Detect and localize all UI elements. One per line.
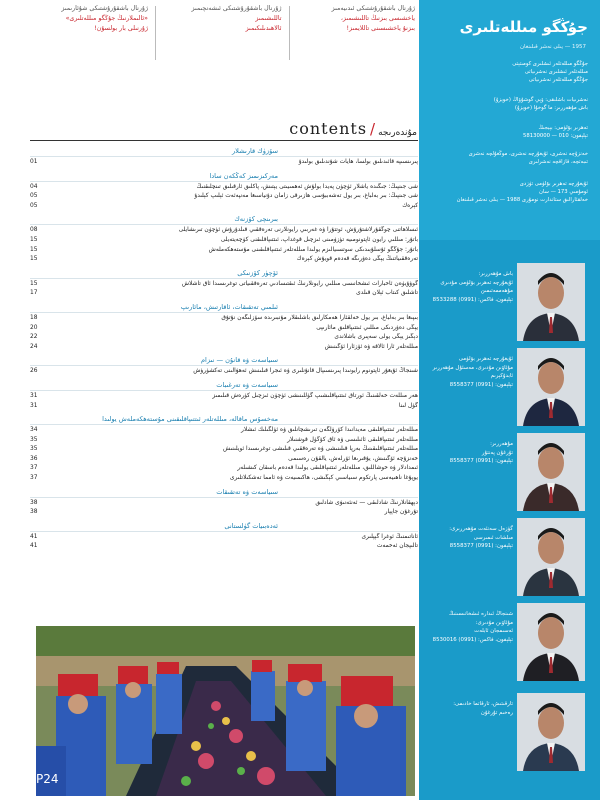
toc-section-title: سىياسەت ۋە تەتقىقات <box>30 487 418 498</box>
staff-phone: تېلېفون، فاكس: (0991) 8533288 <box>432 296 513 303</box>
toc-entry-title: باتۇر: جۇڭگو ئۇسلۇبىدىكى سوتسىيالىزم يولىدا مىللەتلەر ئىتتىپاقلىقىنى مۇستەھكەملەش <box>208 246 418 253</box>
publisher-block: جۇڭگو مىللەتلەر ئىشلىرى كومىتېتى مىللەتلەر ئىشلىرى نەشرىياتى جۇڭگو مىللەتلەر نەشرىياتى <box>512 61 588 84</box>
staff-portrait <box>517 518 585 596</box>
toc-entry[interactable] <box>30 324 418 334</box>
toc-entry-title: گوۋۇيۈەن ئاخبارات ئىشخانىسى مىللىي رايونلارنىڭ ئىقتىسادىي تەرەققىياتى توغرىسىدا ئاق تاشلاش <box>181 280 418 287</box>
staff-line: تۇرغۇن پەنتۇر <box>481 449 513 456</box>
toc-entry-title: مىللەتلەر ئىتتىپاقلىقى مەيدانىدا كۆرۈلگەن تىرىشچانلىق ۋە ئۈلگىلىك ئىشلار <box>241 427 418 434</box>
portrait-illustration <box>517 433 585 511</box>
editions-block: خەنزۇچە نەشرى، ئۇيغۇرچە نەشرى، موڭغۇلچە نەشرى تىبەتچە، قازاقچە نەشرلىرى <box>468 151 588 166</box>
toc-section <box>30 302 418 352</box>
toc-entry[interactable] <box>30 499 418 509</box>
toc-entry-title: گۈل لىنا <box>398 402 418 409</box>
toc-entry[interactable] <box>30 183 418 193</box>
toc-entry-page: 31 <box>30 402 38 409</box>
toc-entry-page: 37 <box>30 475 38 482</box>
portrait-illustration <box>517 603 585 681</box>
office-block: تەھرىر بۆلۈمى: بېيجىڭ تېلېفون: 010 — 58130000 <box>523 125 588 140</box>
toc-entry-page: 26 <box>30 368 38 375</box>
toc-entry[interactable] <box>30 289 418 299</box>
toc-section <box>30 521 418 552</box>
toc-section-title: سىياسەت ۋە قانۇن — نىزام <box>30 355 418 366</box>
toc-section-title: بىرىنچى كۆزنەك <box>30 214 418 225</box>
staff-line: تارقىتىش، تارقاتما خادىمى: <box>453 701 513 707</box>
toc-entry-title: كېرەك <box>402 202 418 209</box>
toc-entry-page: 36 <box>30 455 38 462</box>
toc-entry[interactable] <box>30 314 418 324</box>
toc-entry-title: ئىمدادلار ۋە خوشاللىق، مىللەتلەر ئىتتىپاقلىقى يولىدا قەدەم باسقان كىشىلەر <box>237 465 418 472</box>
toc-entry-title: دېھقانلارنىڭ شادلىقى — ئەنئەنىۋى شادلىق <box>315 499 418 506</box>
toc-entry[interactable] <box>30 343 418 353</box>
header-slogan-3: ژۇرنال باشقۇرۇشتىكى ئىدىيەمىز ياخشىسى بىزنىڭ تاللىشىمىز، بىزنۇ ياخشىسىنى تاللايمىز! <box>331 5 415 32</box>
toc-entry-title: بىپىغا بىر بەلباغ، بىر يول خەلقئارا ھەمكارلىق باشلىقلار مۇنبىرىدە سۆزلىگەن نۇتۇق <box>221 314 418 321</box>
toc-entry[interactable] <box>30 426 418 436</box>
masthead-panel <box>419 0 600 800</box>
toc-entry-title: شىنجاڭ ئۇيغۇر ئاپتونوم رايونىدا پىرىنسىپال قانۇنلىرى ۋە ئىجرا قىلىنىش ئەھۋالىنى تەكشۈرۈش <box>193 368 418 375</box>
staff-card <box>419 430 600 514</box>
portrait-illustration <box>517 263 585 341</box>
toc-entry-page: 15 <box>30 256 38 263</box>
toc-section-title: ئەدەبىيات گۈلستانى <box>30 521 418 532</box>
toc-entry[interactable] <box>30 445 418 455</box>
toc-section <box>30 355 418 377</box>
masthead-top <box>419 0 600 240</box>
staff-portrait <box>517 348 585 426</box>
toc-entry-title: شى جىنپىڭ: بىر بەلباغ، بىر يول تەشەببۇسى ھازىرقى زامان دۇنياسىغا مەنپەئەت ئېلىپ كېلىدۇ <box>194 193 418 200</box>
staff-line: باش مۇھەررىر: <box>478 271 513 277</box>
toc-entry-title: مىللەتلەر ئىتتىپاقلىقى ئائىلىسى ۋە ئاق كۆڭۈل قوشنىلار <box>287 436 418 443</box>
toc-section-title: سىياسەت ۋە تەرغىبات <box>30 380 418 391</box>
founded-line: 1957 — يىلى نەشر قىلىنغان <box>519 44 586 50</box>
contents-heading-ug: مۇندەرىجە <box>378 128 417 138</box>
staff-line: مۇھەممەتىمىن <box>480 288 513 295</box>
toc-section-title: مەركىزىمىز كەڭكەن سادا <box>30 171 418 182</box>
toc-entry-title: يوپۇغا ناھىيەسى پارتكوم سىياسىي كېڭىشى، ھاكىمىيەت ۋە ئامما تەشكىلاتلىرى <box>229 475 418 482</box>
staff-card-text <box>419 260 517 344</box>
toc-entry-page: 41 <box>30 533 38 540</box>
contents-slash: / <box>370 120 376 138</box>
toc-section <box>30 414 418 484</box>
toc-entry-page: 18 <box>30 314 38 321</box>
toc-entry-title: دېڭىز يېڭى يولى سەپىرى باشلاندى <box>334 334 418 341</box>
staff-line: گۈزەل سەنئەت مۇھەررىرى: <box>449 526 513 532</box>
toc-entry-title: ئاناتىمنىڭ ئوغرا گېپلىرى <box>361 533 418 540</box>
toc-entry[interactable] <box>30 226 418 236</box>
toc-section-title: مەخسۇس ماقالە، مىللەتلەر ئىتتىپاقلىقىنى مۇستەھكەملەش يولىدا <box>30 414 418 425</box>
toc-section <box>30 146 418 168</box>
page-number: P24 <box>36 772 59 786</box>
staff-card-text <box>419 515 517 599</box>
toc-entry-title: تەرەققىياتنىڭ يېڭى دەۋرىگە قەدەم قويۇش كېرەك <box>296 256 418 263</box>
staff-portrait <box>517 433 585 511</box>
toc-entry-page: 31 <box>30 392 38 399</box>
staff-phone: تېلېفون: (0991) 8558377 <box>449 543 513 550</box>
toc-entry-title: ئىسلاھاتنى چوڭقۇرلاشتۇرۇش، ئوتتۇرا ۋە غەربىي رايونلارنى تەرەققىي قىلدۇرۇش ئۈچۈن تىرىشايلى <box>178 227 418 234</box>
toc-entry[interactable] <box>30 255 418 265</box>
toc-entry-title: شى جىنپىڭ: جىگىدە ياشلار ئۈچۈن پەيدا بولۇش ئەھمىيىتى يېتىش، پاكلىق ئارقىلىق تىنچلىقنىڭ <box>196 183 418 190</box>
portrait-illustration <box>517 518 585 596</box>
toc-section-title: ئىلمىي تەتقىقات، ئاقارتىش، مائارىپ <box>30 302 418 313</box>
toc-entry[interactable] <box>30 236 418 246</box>
staff-portrait <box>517 263 585 341</box>
staff-card <box>419 600 600 684</box>
cover-photo-embroidery-women <box>36 626 415 796</box>
magazine-title: جۇڭگو مىللەتلىرى <box>459 18 588 36</box>
staff-card-text <box>419 430 517 514</box>
staff-card <box>419 515 600 599</box>
toc-entry-page: 35 <box>30 436 38 443</box>
staff-card <box>419 260 600 344</box>
staff-portrait <box>517 693 585 771</box>
toc-entry-page: 01 <box>30 159 38 165</box>
toc-entry[interactable] <box>30 402 418 412</box>
toc-entry[interactable] <box>30 280 418 290</box>
staff-line: ئۇيغۇرچە تەھرىر بۆلۈمى مۇدىرى <box>440 279 513 286</box>
toc-section <box>30 268 418 299</box>
editor-block: نەشرىيات باشلىقى: ۋېي گوشۇۋاڭ (خويزۇ) باش مۇھەررىر: ما گوخۇا (خويزۇ) <box>493 97 588 112</box>
staff-line: شىنجاڭ ئىدارە ئىشخانىسىنىڭ <box>448 611 513 617</box>
toc-entry-page: 38 <box>30 509 38 516</box>
staff-phone: تېلېفون: (0991) 8558377 <box>449 381 513 388</box>
staff-line: مىلشات ئىمىرسى <box>473 534 513 541</box>
toc-entry-page: 05 <box>30 193 38 200</box>
toc-entry-page: 34 <box>30 427 38 434</box>
contents-heading <box>262 114 417 138</box>
toc-section <box>30 214 418 264</box>
staff-card-text <box>419 345 517 429</box>
toc-entry-title: خەنزۇچە ئۆگىنىش، يۇقىرىغا ئۆرلەش، يالقۇن رەسىمى <box>288 455 418 462</box>
staff-line: ئەسىمجان ئابلەت <box>474 628 513 635</box>
toc-entry-title: تالىپجان ئەخمەت <box>376 543 418 550</box>
toc-entry[interactable] <box>30 202 418 212</box>
toc-entry[interactable] <box>30 158 418 168</box>
toc-entry-page: 08 <box>30 227 38 234</box>
staff-card <box>419 690 600 774</box>
staff-phone: تېلېفون: (0991) 8558377 <box>449 458 513 465</box>
top-header <box>30 4 415 62</box>
toc-entry[interactable] <box>30 246 418 256</box>
staff-line: ئابدۇكېرىم <box>490 373 513 380</box>
staff-card <box>419 345 600 429</box>
table-of-contents <box>30 146 418 555</box>
toc-entry-title: مىللەتلەر ئارا ئالاقە ۋە ئۆزئارا ئۆگىنىش <box>324 343 418 350</box>
toc-entry-page: 15 <box>30 280 38 287</box>
portrait-illustration <box>517 693 585 771</box>
header-divider <box>289 6 290 60</box>
staff-line: مۇئاۋىن مۇدىرى، مەسئۇل مۇھەررىر <box>432 364 513 371</box>
staff-line: مۇئاۋىن مۇدىرى: <box>475 619 513 626</box>
staff-card-text <box>419 600 517 684</box>
toc-section-title: سۆزۈك قارىشلار <box>30 146 418 157</box>
toc-entry-page: 41 <box>30 543 38 550</box>
toc-entry-title: ھەر مىللەت خەلقىنىڭ ئورتاق ئىتتىپاقلىشىپ گۈللىنىشى ئۈچۈن ئىزچىل كۈرەش قىلىمىز <box>212 392 418 399</box>
staff-line: مۇھەررىر: <box>490 441 513 447</box>
toc-entry[interactable] <box>30 192 418 202</box>
toc-entry-page: 37 <box>30 465 38 472</box>
toc-section <box>30 171 418 212</box>
toc-entry[interactable] <box>30 333 418 343</box>
staff-line: رەخىم تۇرغۇن <box>480 709 513 716</box>
staff-portrait <box>517 603 585 681</box>
portrait-illustration <box>517 348 585 426</box>
toc-entry[interactable] <box>30 436 418 446</box>
toc-entry[interactable] <box>30 367 418 377</box>
staff-line: ئۇيغۇرچە تەھرىر بۆلۈمى <box>458 356 513 362</box>
staff-phone: تېلېفون، فاكس: (0991) 8530016 <box>432 636 513 643</box>
photo-illustration <box>36 626 415 796</box>
toc-entry-page: 15 <box>30 246 38 253</box>
toc-entry-page: 38 <box>30 499 38 506</box>
toc-entry-page: 15 <box>30 236 38 243</box>
toc-entry-page: 17 <box>30 290 38 297</box>
toc-entry[interactable] <box>30 392 418 402</box>
toc-entry-page: 05 <box>30 202 38 209</box>
toc-entry-page: 24 <box>30 343 38 350</box>
toc-entry[interactable] <box>30 508 418 518</box>
contents-heading-en: contents <box>289 119 368 138</box>
toc-entry-title: تۇرغۇن جاپپار <box>384 509 418 516</box>
toc-entry-title: پىرىنسىپە قائىدىلىق بولسا، ھايات شۇندىلىق بولىدۇ <box>298 159 418 165</box>
header-slogan-1: ژۇرنال باشقۇرۇشتىكى شۇئارىمىز «ئالىملارنىڭ جۇڭگو مىللەتلىرى» ژۇرنىلى بار بولسۇن! <box>61 5 148 32</box>
toc-entry[interactable] <box>30 533 418 543</box>
toc-entry-title: باتۇر: مىللىي رايون ئاپتونومىيە تۈزۈمىنى ئىزچىل قوغداپ، ئىتتىپاقلىقنى كۈچەيتەيلى <box>220 236 418 243</box>
staff-card-text <box>419 690 517 774</box>
toc-entry[interactable] <box>30 474 418 484</box>
toc-entry-title: تاشلىق كىتاب ئېلان قىلدى <box>356 290 418 297</box>
toc-section-title: ئۆچۈر كۆزنىكى <box>30 268 418 279</box>
issue-block: ئۇيغۇرچە تەھرىر بۆلۈمى تۈزدى ئومۇمىي 173 — سان خەلقئارالىق ستاندارت نومۇرى 1988 — يىلى نەشر قىلىنغان <box>456 181 588 204</box>
toc-entry[interactable] <box>30 455 418 465</box>
toc-entry[interactable] <box>30 542 418 552</box>
header-divider <box>155 6 156 60</box>
toc-entry-page: 35 <box>30 446 38 453</box>
toc-entry-title: يېڭى دەۋردىكى مىللىي ئىتتىپاقلىق مائارىپى <box>316 324 418 331</box>
toc-entry-page: 22 <box>30 334 38 341</box>
toc-entry-page: 20 <box>30 324 38 331</box>
toc-entry[interactable] <box>30 464 418 474</box>
heading-rule <box>30 140 418 141</box>
toc-section <box>30 380 418 411</box>
toc-entry-page: 04 <box>30 183 38 190</box>
toc-entry-title: مىللەتلەر ئىتتىپاقلىقىنىڭ بەرپا قىلىنىشى ۋە تەرەققىي قىلىشى توغرىسىدا ئويلىنىش <box>223 446 418 453</box>
header-slogan-2: ژۇرنال باشقۇرۇشتىكى ئىشەنچىمىز تاللىشىمىز ئالاھىدىلىكىمىز <box>191 5 282 32</box>
toc-section <box>30 487 418 518</box>
